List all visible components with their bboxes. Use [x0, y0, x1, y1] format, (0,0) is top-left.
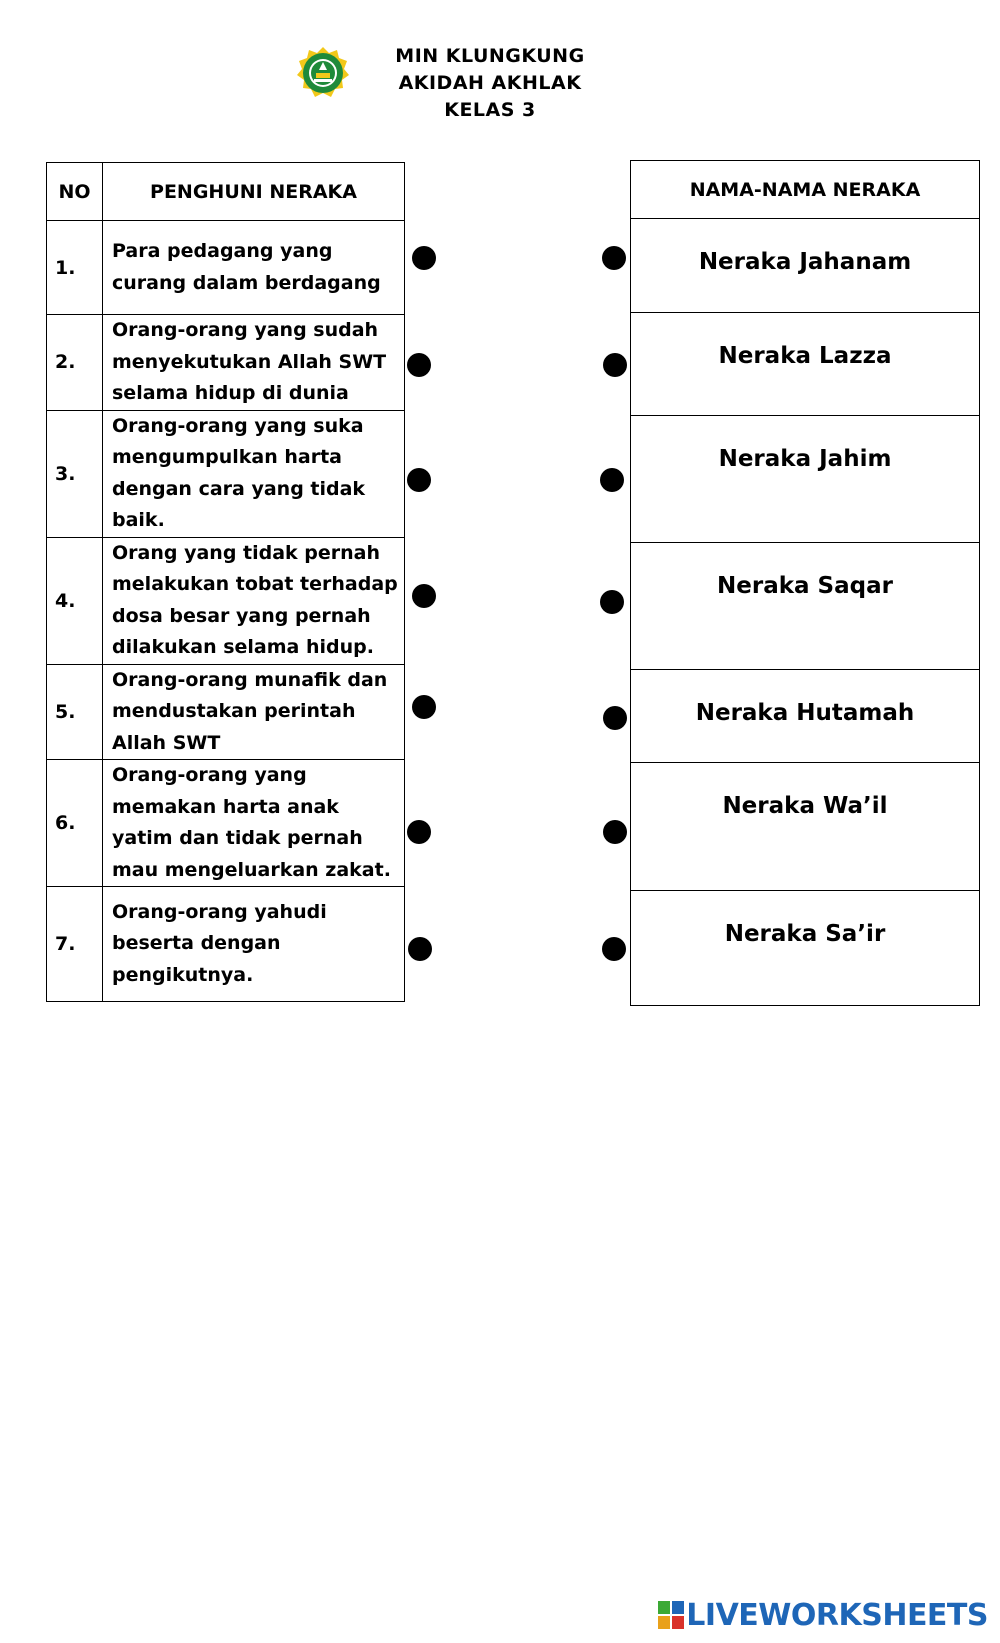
description-line: menyekutukan Allah SWT: [112, 350, 387, 373]
match-dot-left-6[interactable]: [407, 820, 431, 844]
match-dot-left-7[interactable]: [408, 937, 432, 961]
description-line: memakan harta anak: [112, 795, 339, 818]
description-line: yatim dan tidak pernah: [112, 827, 363, 849]
hell-name-cell: Neraka Jahim: [631, 416, 980, 543]
row-number: 3.: [47, 410, 103, 537]
table-header-row: [631, 161, 980, 219]
match-dot-right-3[interactable]: [600, 468, 624, 492]
match-dot-right-6[interactable]: [603, 820, 627, 844]
row-number: 5.: [47, 664, 103, 760]
table-row: [47, 410, 405, 537]
table-row: [47, 760, 405, 887]
row-number: 4.: [47, 537, 103, 664]
description-line: selama hidup di dunia: [112, 382, 349, 404]
school-name: MIN KLUNGKUNG: [395, 45, 585, 67]
description-line: mau mengeluarkan zakat.: [112, 858, 391, 881]
row-description: [103, 887, 405, 1002]
match-dot-left-5[interactable]: [412, 695, 436, 719]
hell-name-cell: Neraka Jahanam: [631, 219, 980, 313]
description-line: Para pedagang yang: [112, 240, 333, 262]
row-description: [103, 315, 405, 411]
match-dot-left-1[interactable]: [412, 246, 436, 270]
description-line: Allah SWT: [112, 731, 221, 754]
description-line: Orang-orang yang sudah: [112, 319, 379, 341]
table-row: [631, 416, 980, 543]
row-number: 7.: [47, 887, 103, 1002]
description-line: Orang-orang yahudi: [112, 900, 327, 923]
subject-name: AKIDAH AKHLAK: [398, 72, 582, 94]
table-row: [631, 891, 980, 1006]
description-line: pengikutnya.: [112, 963, 254, 986]
description-line: Orang-orang munafik dan: [112, 668, 388, 691]
column-header-penghuni: PENGHUNI NERAKA: [103, 163, 405, 221]
match-dot-left-2[interactable]: [407, 353, 431, 377]
worksheet-title: [360, 43, 620, 124]
table-row: [47, 887, 405, 1002]
description-line: mengumpulkan harta: [112, 446, 342, 468]
table-header-row: [47, 163, 405, 221]
match-dot-left-3[interactable]: [407, 468, 431, 492]
school-logo-icon: [296, 46, 350, 100]
liveworksheets-brand: LIVEWORKSHEETS: [686, 1597, 988, 1633]
worksheet-header: [0, 40, 1000, 130]
description-line: beserta dengan: [112, 932, 281, 955]
table-row: [47, 315, 405, 411]
match-dot-right-4[interactable]: [600, 590, 624, 614]
grade-level: KELAS 3: [444, 99, 536, 121]
row-number: 1.: [47, 221, 103, 315]
hell-name-cell: Neraka Wa’il: [631, 763, 980, 891]
hell-name-cell: Neraka Saqar: [631, 543, 980, 670]
row-description: [103, 537, 405, 664]
hell-name-cell: Neraka Sa’ir: [631, 891, 980, 1006]
table-row: [631, 763, 980, 891]
description-line: dosa besar yang pernah: [112, 604, 371, 627]
match-dot-right-2[interactable]: [603, 353, 627, 377]
description-line: Orang yang tidak pernah: [112, 541, 381, 564]
table-row: [631, 670, 980, 763]
hell-name-cell: Neraka Hutamah: [631, 670, 980, 763]
table-row: [631, 543, 980, 670]
description-line: melakukan tobat terhadap: [112, 573, 398, 595]
match-dot-right-1[interactable]: [602, 246, 626, 270]
table-row: [631, 219, 980, 313]
column-header-nama-neraka: NAMA-NAMA NERAKA: [631, 161, 980, 219]
row-description: [103, 410, 405, 537]
column-header-no: NO: [47, 163, 103, 221]
row-description: [103, 221, 405, 315]
liveworksheets-logo-icon: [658, 1601, 684, 1629]
match-dot-left-4[interactable]: [412, 584, 436, 608]
match-dot-right-7[interactable]: [602, 937, 626, 961]
liveworksheets-branding: [658, 1598, 988, 1632]
description-line: dilakukan selama hidup.: [112, 636, 374, 658]
row-description: [103, 664, 405, 760]
table-row: [47, 537, 405, 664]
penghuni-neraka-table: [46, 162, 405, 1002]
description-line: curang dalam berdagang: [112, 271, 381, 294]
table-row: [631, 313, 980, 416]
description-line: Orang-orang yang: [112, 764, 307, 786]
hell-name-cell: Neraka Lazza: [631, 313, 980, 416]
table-row: [47, 221, 405, 315]
description-line: mendustakan perintah: [112, 700, 356, 722]
nama-neraka-table: [630, 160, 980, 1006]
match-dot-right-5[interactable]: [603, 706, 627, 730]
description-line: Orang-orang yang suka: [112, 414, 364, 437]
row-description: [103, 760, 405, 887]
table-row: [47, 664, 405, 760]
row-number: 2.: [47, 315, 103, 411]
row-number: 6.: [47, 760, 103, 887]
description-line: baik.: [112, 509, 165, 531]
description-line: dengan cara yang tidak: [112, 477, 366, 500]
